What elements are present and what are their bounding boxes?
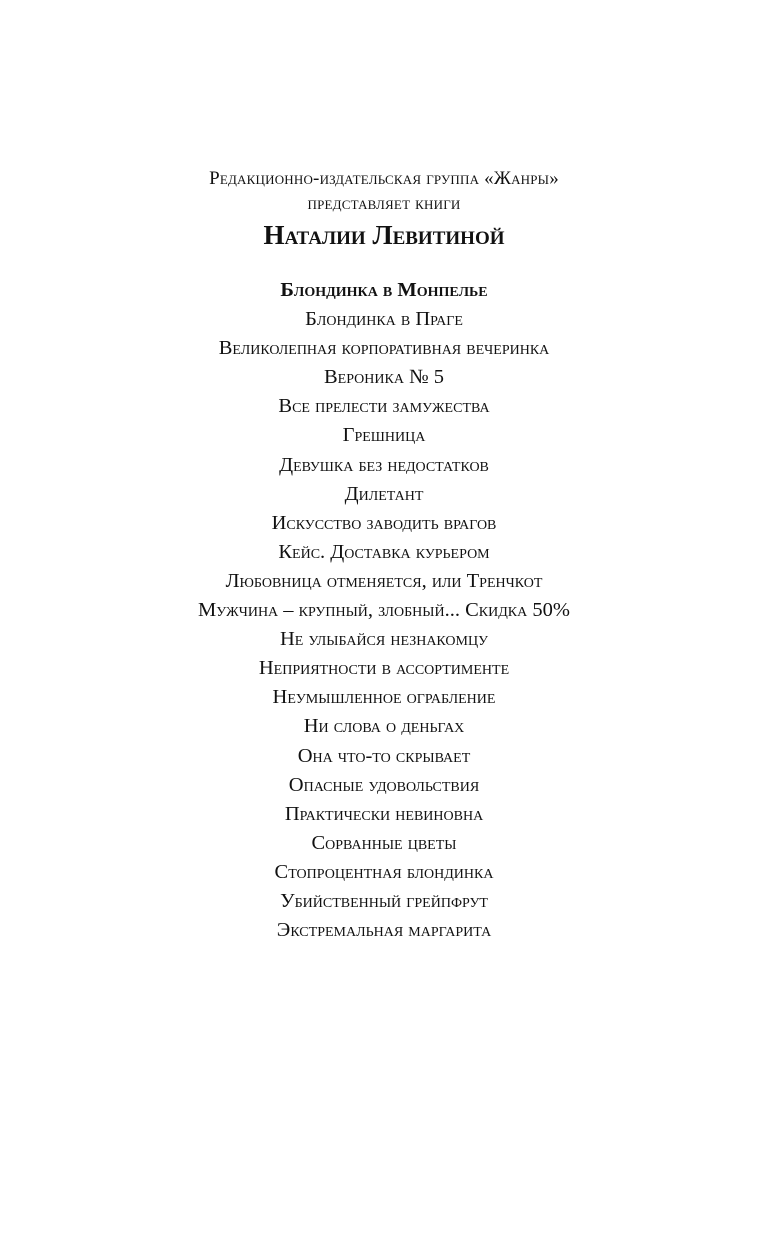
book-title: Любовница отменяется, или Тренчкот [225, 569, 543, 592]
book-title: Ни слова о деньгах [303, 715, 465, 738]
book-title: Искусство заводить врагов [271, 511, 497, 534]
book-title: Неприятности в ассортименте [258, 657, 510, 680]
presents-line: представляет книги [307, 193, 461, 214]
book-title: Стопроцентная блондинка [274, 860, 494, 883]
book-title: Блондинка в Праге [305, 308, 463, 331]
author-name: Наталии Левитиной [263, 220, 505, 250]
book-title: Кейс. Доставка курьером [278, 540, 490, 563]
book-title: Все прелести замужества [278, 395, 490, 418]
publisher-line: Редакционно-издательская группа «Жанры» [209, 168, 559, 189]
book-title: Грешница [342, 424, 426, 447]
book-title: Блондинка в Монпелье [280, 279, 488, 301]
book-title: Вероника № 5 [323, 366, 445, 389]
book-title: Не улыбайся незнакомцу [279, 628, 489, 651]
book-title: Великолепная корпоративная вечеринка [218, 337, 550, 360]
book-title: Неумышленное ограбление [272, 686, 496, 709]
book-title: Опасные удовольствия [288, 773, 480, 796]
book-title: Практически невиновна [284, 802, 484, 825]
book-title: Сорванные цветы [311, 831, 457, 854]
book-title: Она что-то скрывает [297, 744, 471, 767]
book-title: Дилетант [344, 482, 424, 505]
book-title: Мужчина – крупный, злобный... Скидка 50% [198, 599, 570, 622]
book-title: Экстремальная маргарита [276, 919, 492, 942]
book-title: Девушка без недостатков [279, 453, 489, 476]
book-title: Убийственный грейпфрут [280, 889, 488, 912]
publisher-heading [0, 166, 768, 216]
book-list [0, 276, 768, 945]
